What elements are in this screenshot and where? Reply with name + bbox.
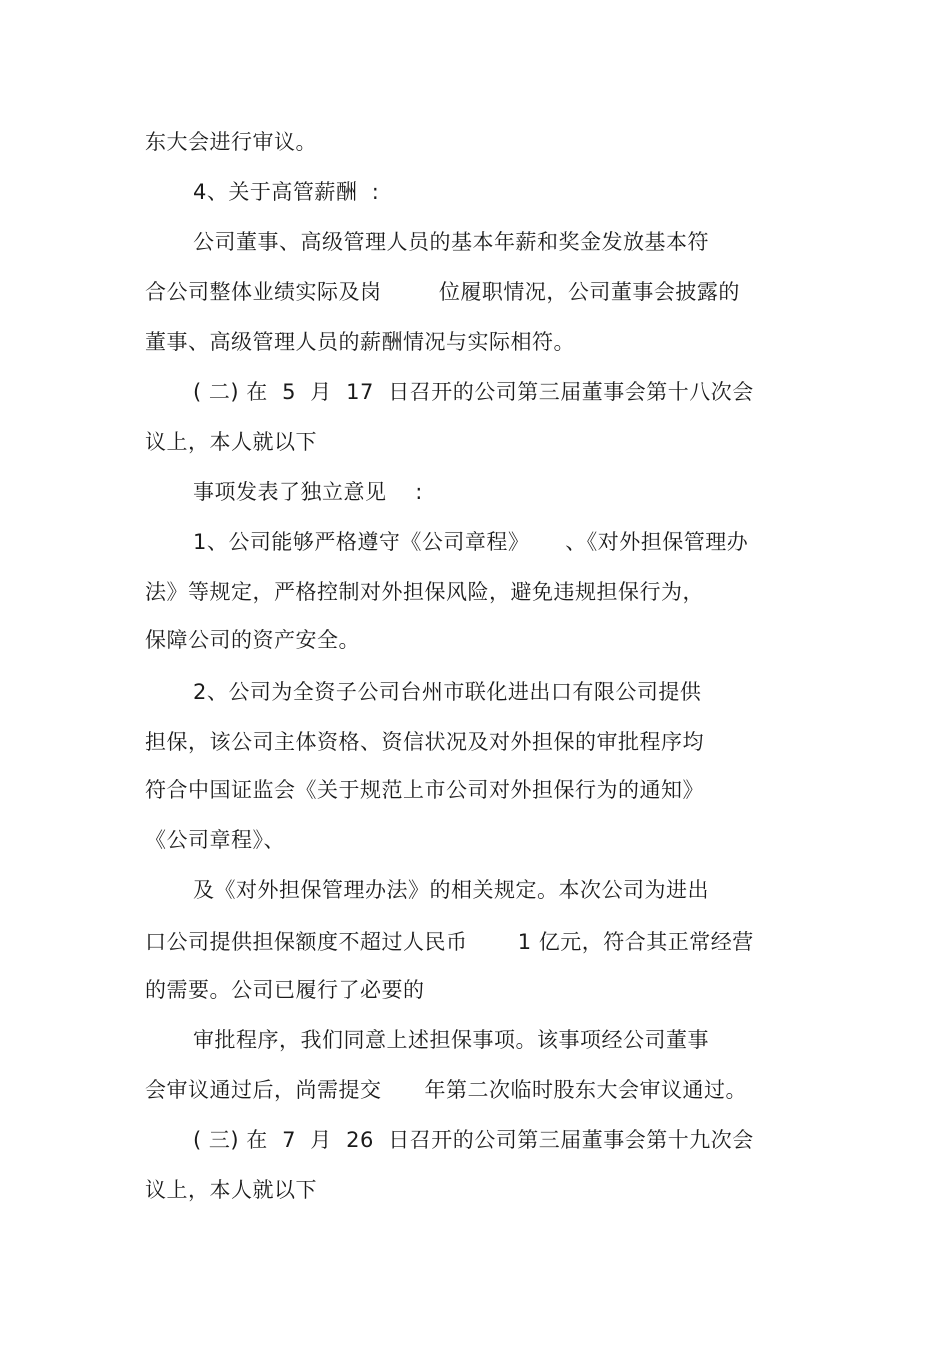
text-line: ( 二) 在 5 月 17 日召开的公司第三届董事会第十八次会 <box>193 380 754 404</box>
text-line: 保障公司的资产安全。 <box>145 628 360 652</box>
text-line: 《公司章程》、 <box>145 828 285 852</box>
text-line: 事项发表了独立意见 : <box>193 480 423 504</box>
text-line: 议上，本人就以下 <box>145 1178 317 1202</box>
text-line: 担保，该公司主体资格、资信状况及对外担保的审批程序均 <box>145 730 704 754</box>
text-line: ( 三) 在 7 月 26 日召开的公司第三届董事会第十九次会 <box>193 1128 754 1152</box>
text-line: 符合中国证监会《关于规范上市公司对外担保行为的通知》 <box>145 778 704 802</box>
text-line: 公司董事、高级管理人员的基本年薪和奖金发放基本符 <box>193 230 709 254</box>
text-line: 法》等规定，严格控制对外担保风险，避免违规担保行为， <box>145 580 704 604</box>
text-line: 口公司提供担保额度不超过人民币 1 亿元，符合其正常经营 <box>145 930 754 954</box>
text-line: 及《对外担保管理办法》的相关规定。本次公司为进出 <box>193 878 709 902</box>
text-line: 合公司整体业绩实际及岗 位履职情况，公司董事会披露的 <box>145 280 740 304</box>
text-line: 的需要。公司已履行了必要的 <box>145 978 425 1002</box>
text-line: 议上，本人就以下 <box>145 430 317 454</box>
text-line: 4、关于高管薪酬 : <box>193 180 380 204</box>
text-line: 会审议通过后，尚需提交 年第二次临时股东大会审议通过。 <box>145 1078 748 1102</box>
text-line: 2、公司为全资子公司台州市联化进出口有限公司提供 <box>193 680 702 704</box>
text-line: 董事、高级管理人员的薪酬情况与实际相符。 <box>145 330 575 354</box>
text-line: 东大会进行审议。 <box>145 130 317 154</box>
text-line: 1、公司能够严格遵守《公司章程》 、《对外担保管理办 <box>193 530 749 554</box>
text-line: 审批程序，我们同意上述担保事项。该事项经公司董事 <box>193 1028 709 1052</box>
